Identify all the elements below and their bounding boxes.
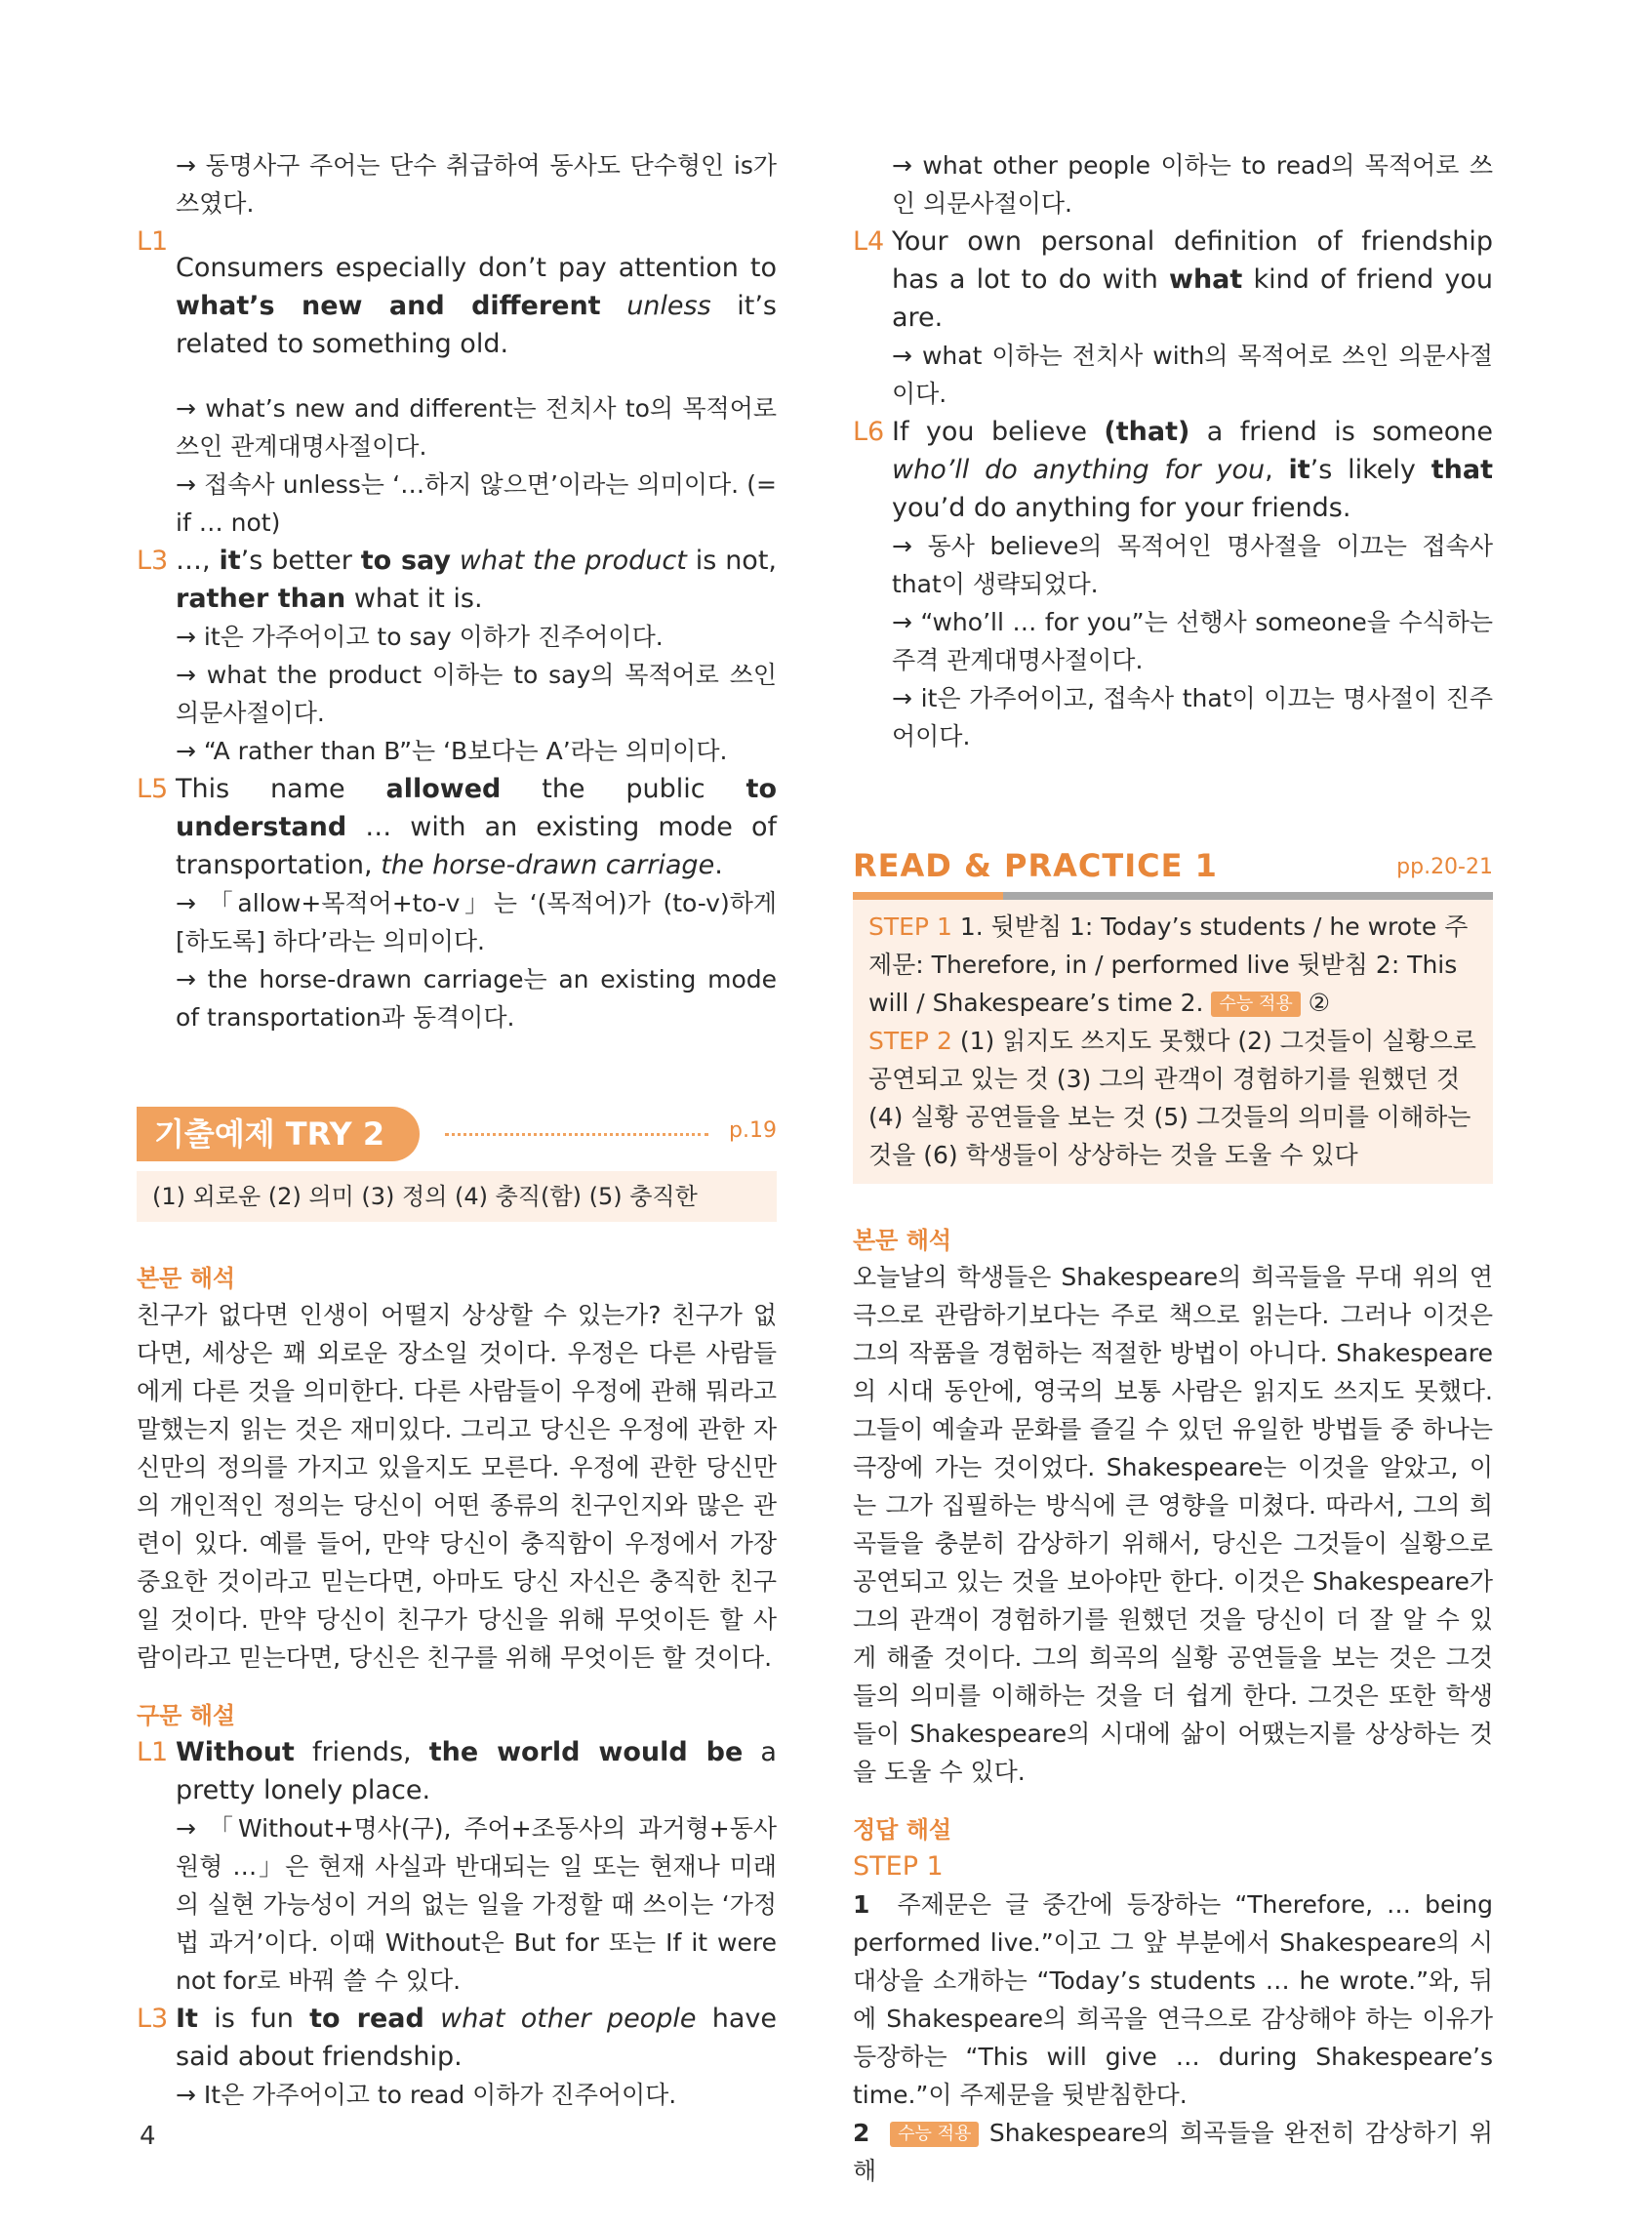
note-line: → what other people 이하는 to read의 목적어로 쓰인 의문사절이다.: [892, 151, 1493, 218]
note-line: → 「allow+목적어+to-v」는 ‘(목적어)가 (to-v)하게[하도록] 하다’라는 의미이다.: [176, 889, 777, 955]
line-entry-l1: [137, 223, 777, 542]
line-label: L1: [137, 1737, 169, 1767]
answer-1: 1 주제문은 글 중간에 등장하는 “Therefore, … being performed live.”이고 그 앞 부분에서 Shakespeare의 시대상을 소개하는 “Today’s students … he wrote.”와, 뒤에 Shakespeare의 희곡을 연극으로 감상해야 하는 이유가 등장하는 “This will give … during Shakespeare’s time.”이 주제문을 뒷받침한다.: [853, 1890, 1493, 2109]
step-heading: STEP 1: [853, 1851, 944, 1882]
sentence: If you believe (that) a friend is someone who’ll do anything for you, it’s likely that you’d do anything for your friends.: [892, 417, 1493, 523]
sentence: Without friends, the world would be a pretty lonely place.: [176, 1737, 777, 1805]
line-label: L5: [137, 774, 169, 804]
sentence: It is fun to read what other people have said about friendship.: [176, 2004, 777, 2072]
line-entry-l4: [853, 223, 1493, 413]
line-label: L1: [137, 226, 169, 257]
note-block: [853, 146, 1493, 223]
right-column: [853, 146, 1493, 2190]
suneung-badge: 수능 적용: [1211, 992, 1300, 1017]
step-label: STEP 2: [868, 1027, 952, 1055]
header-rule: [853, 892, 1493, 900]
line-entry-l3: [137, 542, 777, 770]
answer-2: 2 수능 적용 Shakespeare의 희곡들을 완전히 감상하기 위해: [853, 2119, 1494, 2185]
note-line: → 동명사구 주어는 단수 취급하여 동사도 단수형인 is가 쓰였다.: [176, 151, 777, 218]
section-heading: 본문 해석: [853, 1227, 952, 1254]
step-label: STEP 1: [868, 912, 952, 941]
try-answers: (1) 외로운 (2) 의미 (3) 정의 (4) 충직(함) (5) 충직한: [137, 1171, 777, 1222]
line-entry-l3: [137, 2000, 777, 2114]
section-heading: 정답 해설: [853, 1816, 952, 1844]
note-block: [137, 146, 777, 223]
sentence: Consumers especially don’t pay attention to what’s new and different unless it’s related to something old.: [176, 253, 777, 359]
suneung-badge: 수능 적용: [890, 2122, 979, 2147]
note-line: → what the product 이하는 to say의 목적어로 쓰인 의문사절이다.: [176, 661, 777, 727]
line-label: L6: [853, 417, 885, 447]
note-line: → “who’ll … for you”는 선행사 someone을 수식하는 주격 관계대명사절이다.: [892, 608, 1493, 674]
note-line: → 접속사 unless는 ‘…하지 않으면’이라는 의미이다. (= if … not): [176, 470, 777, 537]
try-page-ref: p.19: [729, 1118, 777, 1143]
line-entry-l5: [137, 770, 777, 1036]
left-column: [137, 146, 777, 2114]
section-heading: 본문 해석: [137, 1265, 236, 1292]
line-label: L3: [137, 546, 169, 576]
note-line: → the horse-drawn carriage는 an existing mode of transportation과 동격이다.: [176, 965, 777, 1032]
line-entry-l1: [137, 1733, 777, 2000]
line-entry-l6: [853, 413, 1493, 755]
note-line: → 「Without+명사(구), 주어+조동사의 과거형+동사원형 …」은 현재 사실과 반대되는 일 또는 현재나 미래의 실현 가능성이 거의 없는 일을 가정할 때 쓰이는 ‘가정법 과거’이다. 이때 Without은 But for 또는 If it were not for로 바꿔 쓸 수 있다.: [176, 1814, 777, 1995]
line-label: L3: [137, 2004, 169, 2034]
note-line: → what’s new and different는 전치사 to의 목적어로 쓰인 관계대명사절이다.: [176, 394, 777, 461]
translation-paragraph: 오늘날의 학생들은 Shakespeare의 희곡들을 무대 위의 연극으로 관람하기보다는 주로 책으로 읽는다. 그러나 이것은 그의 작품을 경험하는 적절한 방법이 아니다. Shakespeare의 시대 동안에, 영국의 보통 사람은 읽지도 쓰지도 못했다. 그들이 예술과 문화를 즐길 수 있던 유일한 방법들 중 하나는 극장에 가는 것이었다. Shakespeare는 이것을 알았고, 이는 그가 집필하는 방식에 큰 영향을 미쳤다. 따라서, 그의 희곡들을 충분히 감상하기 위해서, 당신은 그것들이 실황으로 공연되고 있는 것을 보아야만 한다. 이것은 Shakespeare가 그의 관객이 경험하기를 원했던 것을 당신이 더 잘 알 수 있게 해줄 것이다. 그의 희곡의 실황 공연들을 보는 것은 그것들의 의미를 이해하는 것을 더 쉽게 한다. 그것은 또한 학생들이 Shakespeare의 시대에 삶이 어땠는지를 상상하는 것을 도울 수 있다.: [853, 1263, 1493, 1786]
try-header: [137, 1107, 777, 1161]
read-practice-header: [853, 841, 1493, 892]
line-label: L4: [853, 226, 885, 257]
sentence: This name allowed the public to understand … with an existing mode of transportation, the horse-drawn carriage.: [176, 774, 777, 880]
dotted-divider: [445, 1133, 708, 1136]
note-line: → 동사 believe의 목적어인 명사절을 이끄는 접속사 that이 생략되었다.: [892, 532, 1493, 598]
note-line: → “A rather than B”는 ‘B보다는 A’라는 의미이다.: [176, 737, 728, 765]
sentence: …, it’s better to say what the product is not, rather than what it is.: [176, 546, 777, 614]
note-line: → what 이하는 전치사 with의 목적어로 쓰인 의문사절이다.: [892, 342, 1493, 408]
section-heading: 구문 해설: [137, 1702, 236, 1729]
read-practice-answers: [853, 900, 1493, 1184]
read-practice-page-ref: pp.20-21: [1396, 855, 1493, 879]
note-line: → It은 가주어이고 to read 이하가 진주어이다.: [176, 2081, 677, 2109]
page-number: 4: [140, 2122, 156, 2151]
step2-answers: STEP 2 (1) 읽지도 쓰지도 못했다 (2) 그것들이 실황으로 공연되고 있는 것 (3) 그의 관객이 경험하기를 원했던 것 (4) 실황 공연들을 보는 것 (5) 그것들의 의미를 이해하는 것을 (6) 학생들이 상상하는 것을 도울 수 있다: [868, 1027, 1476, 1169]
step1-answers: STEP 1 1. 뒷받침 1: Today’s students / he wrote 주제문: Therefore, in / performed live 뒷받침 2: This will / Shakespeare’s time 2. 수능 적용 ②: [868, 912, 1469, 1017]
try-title: 기출예제 TRY 2: [137, 1107, 420, 1161]
translation-paragraph: 친구가 없다면 인생이 어떨지 상상할 수 있는가? 친구가 없다면, 세상은 꽤 외로운 장소일 것이다. 우정은 다른 사람들에게 다른 것을 의미한다. 다른 사람들이 우정에 관해 뭐라고 말했는지 읽는 것은 재미있다. 그리고 당신은 우정에 관한 자신만의 정의를 가지고 있을지도 모른다. 우정에 관한 당신만의 개인적인 정의는 당신이 어떤 종류의 친구인지와 많은 관련이 있다. 예를 들어, 만약 당신이 충직함이 우정에서 가장 중요한 것이라고 믿는다면, 아마도 당신 자신은 충직한 친구일 것이다. 만약 당신이 친구가 당신을 위해 무엇이든 할 사람이라고 믿는다면, 당신은 친구를 위해 무엇이든 할 것이다.: [137, 1301, 777, 1672]
note-line: → it은 가주어이고, 접속사 that이 이끄는 명사절이 진주어이다.: [892, 684, 1493, 750]
sentence: Your own personal definition of friendship has a lot to do with what kind of friend you are.: [892, 226, 1494, 333]
read-practice-title: READ & PRACTICE 1: [853, 847, 1218, 884]
note-line: → it은 가주어이고 to say 이하가 진주어이다.: [176, 623, 664, 651]
